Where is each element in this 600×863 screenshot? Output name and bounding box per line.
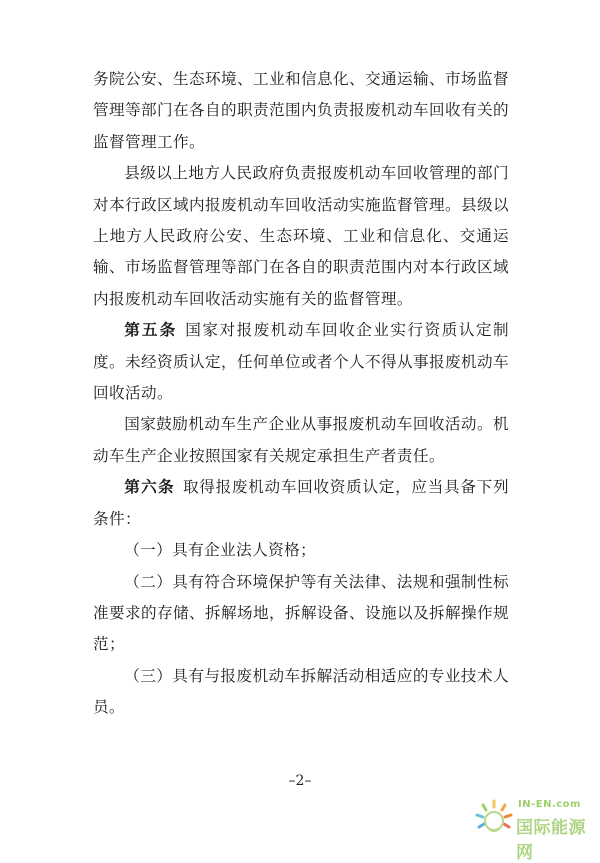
article-6-heading: 第六条 bbox=[124, 478, 175, 497]
watermark-latin: IN-EN.com bbox=[518, 799, 581, 810]
sun-logo-icon bbox=[474, 798, 514, 838]
paragraph-4 bbox=[93, 409, 509, 472]
paragraph-4-text: 国家鼓励机动车生产企业从事报废机动车回收活动。机动车生产企业按照国家有关规定承担生产者责任。 bbox=[93, 415, 509, 465]
body-text bbox=[93, 64, 509, 724]
site-watermark bbox=[474, 794, 592, 863]
paragraph-1-text: 务院公安、生态环境、工业和信息化、交通运输、市场监督管理等部门在各自的职责范围内负责报废机动车回收有关的监督管理工作。 bbox=[93, 70, 509, 151]
article-5 bbox=[93, 315, 509, 409]
condition-1 bbox=[93, 535, 509, 566]
paragraph-1 bbox=[93, 64, 509, 158]
article-6 bbox=[93, 472, 509, 535]
paragraph-2 bbox=[93, 158, 509, 315]
condition-2-text: （二）具有符合环境保护等有关法律、法规和强制性标准要求的存储、拆解场地，拆解设备、设施以及拆解操作规范； bbox=[93, 572, 509, 654]
watermark-chinese: 国际能源网 bbox=[516, 818, 586, 863]
article-5-heading: 第五条 bbox=[124, 321, 178, 340]
condition-2 bbox=[93, 567, 509, 661]
condition-1-text: （一）具有企业法人资格； bbox=[124, 541, 317, 560]
condition-3-text: （三）具有与报废机动车拆解活动相适应的专业技术人员。 bbox=[93, 666, 509, 717]
condition-3 bbox=[93, 661, 509, 724]
paragraph-2-text: 县级以上地方人民政府负责报废机动车回收管理的部门对本行政区域内报废机动车回收活动实施监督管理。县级以上地方人民政府公安、生态环境、工业和信息化、交通运输、市场监督管理等部门在各自的职责范围内对本行政区域内报废机动车回收活动实施有关的监督管理。 bbox=[93, 164, 509, 308]
article-6-text: 取得报废机动车回收资质认定，应当具备下列条件： bbox=[93, 478, 509, 528]
page-number: –2– bbox=[288, 773, 312, 789]
article-5-text: 国家对报废机动车回收企业实行资质认定制度。未经资质认定，任何单位或者个人不得从事报废机动车回收活动。 bbox=[93, 321, 509, 403]
